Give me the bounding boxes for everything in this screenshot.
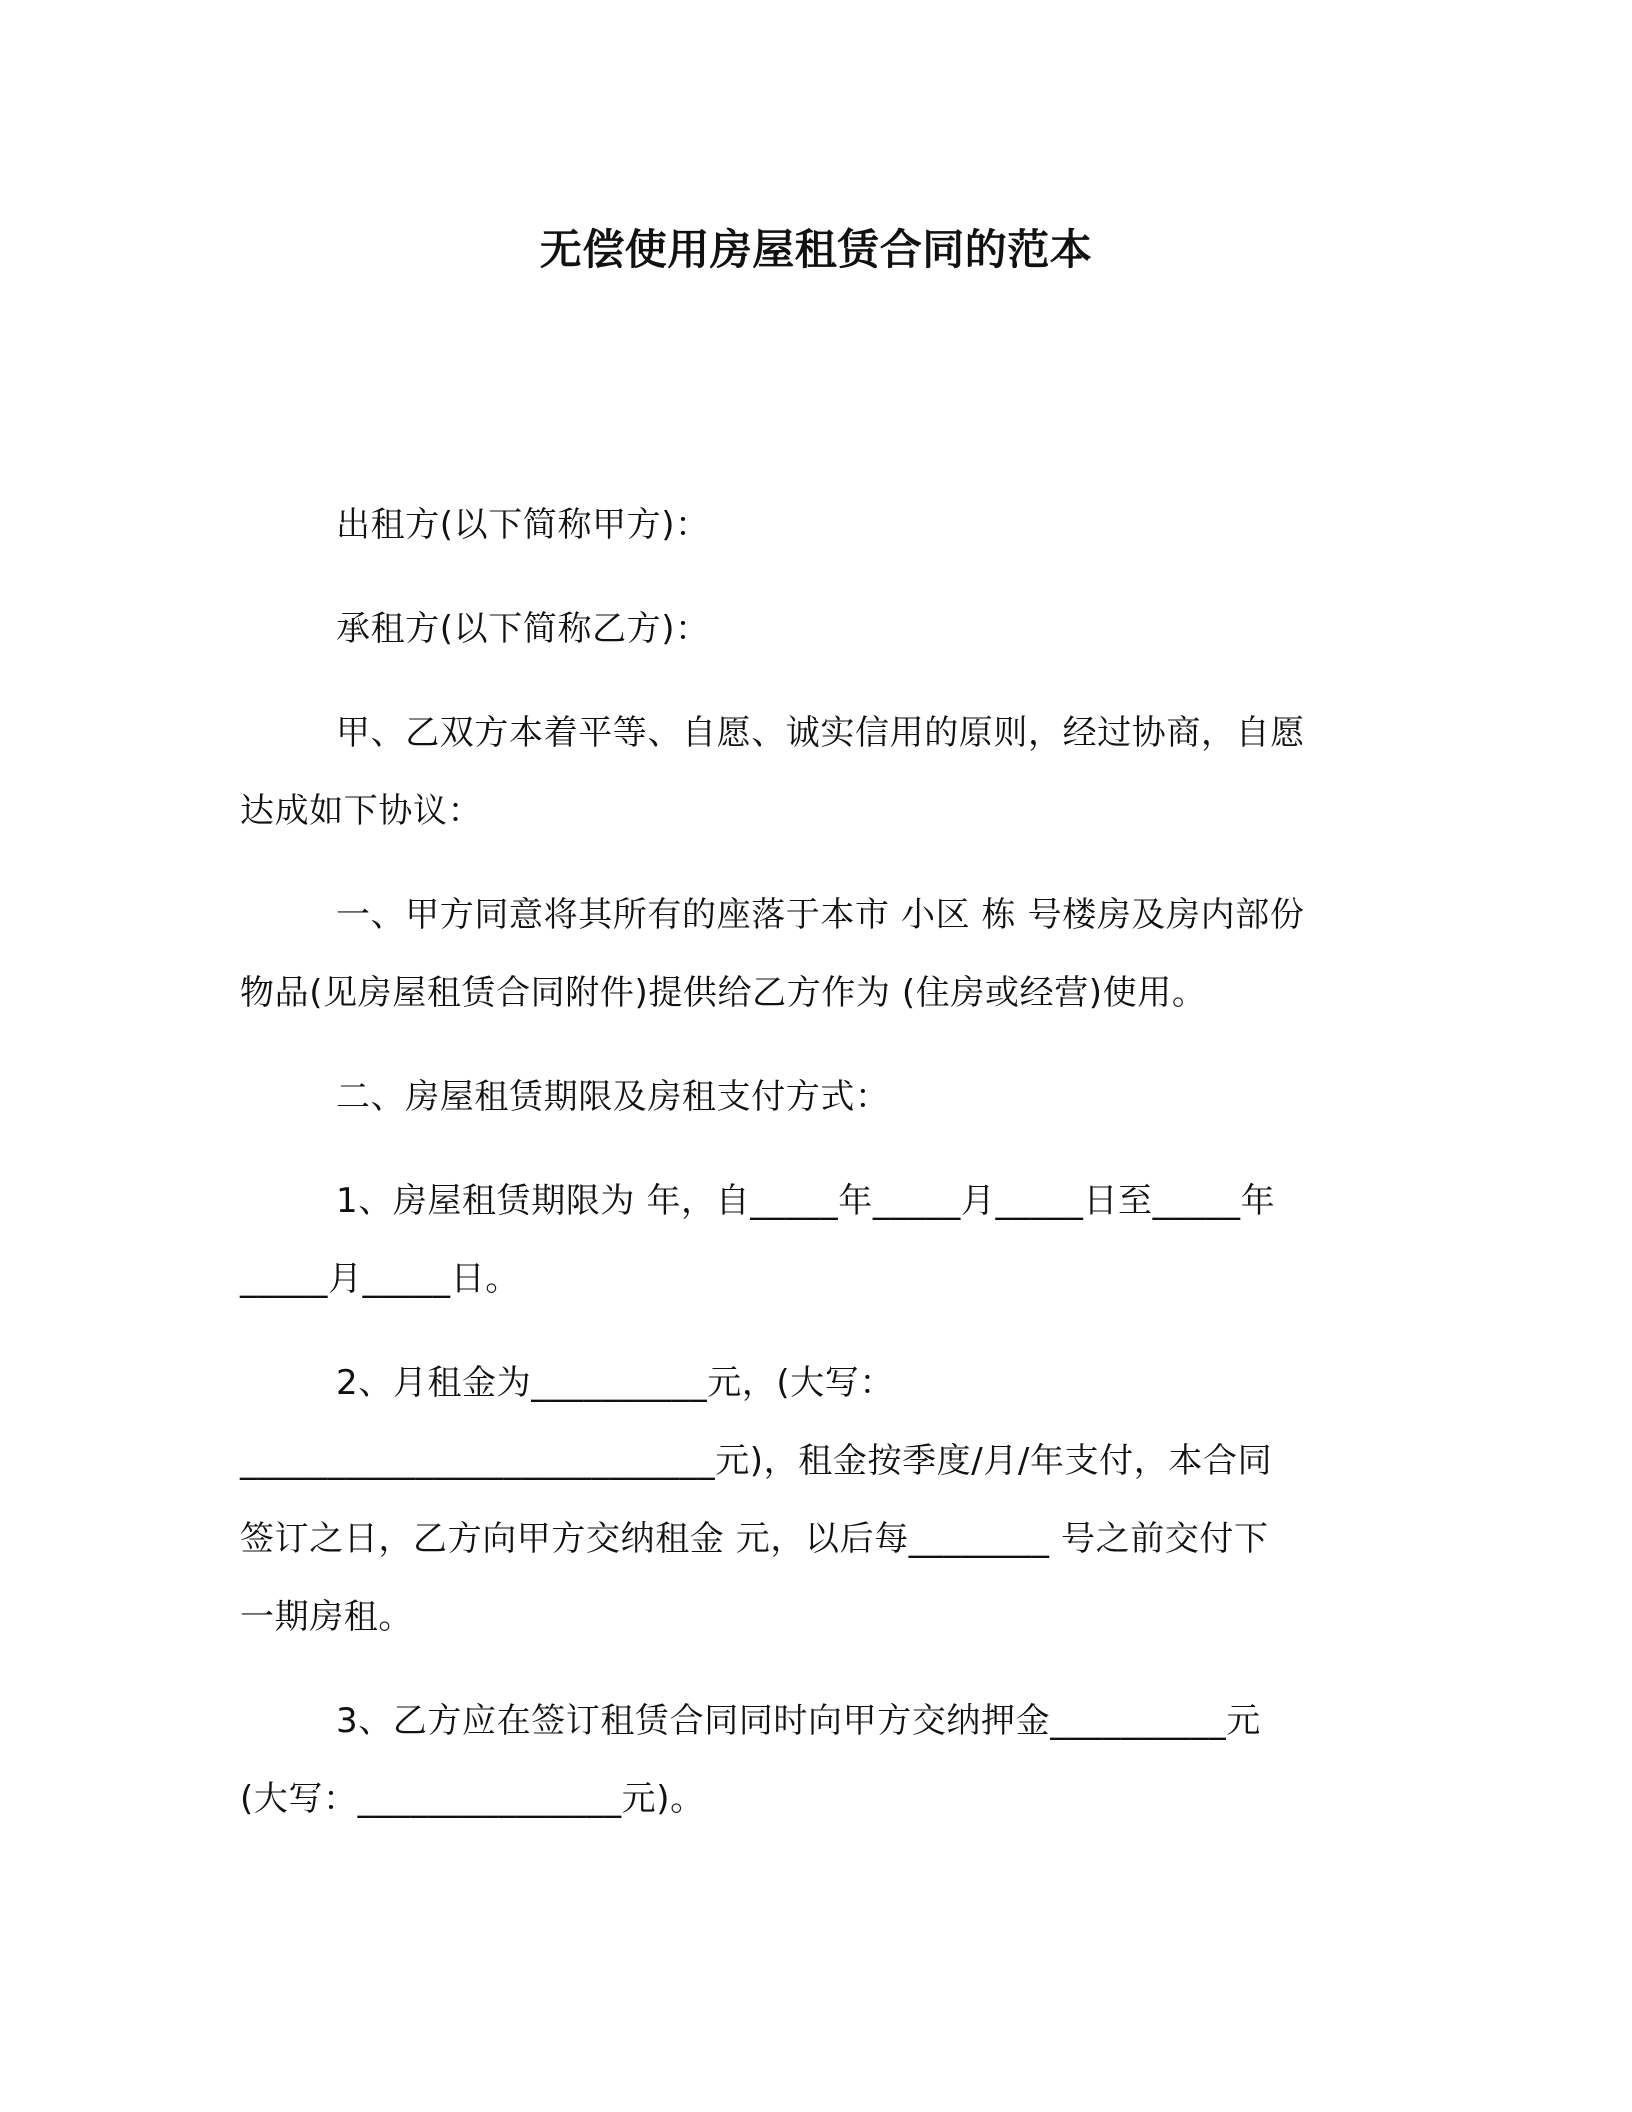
paragraph-line: 一、甲方同意将其所有的座落于本市 小区 栋 号楼房及房内部份 — [336, 895, 1305, 935]
paragraph-line: 2、月租金为__________元，(大写： — [336, 1363, 895, 1403]
paragraph-lessee — [240, 590, 1378, 668]
paragraph-clause-2-2 — [240, 1344, 1378, 1656]
paragraph-clause-2 — [240, 1058, 1378, 1136]
document-title: 无偿使用房屋租赁合同的范本 — [539, 225, 1093, 274]
paragraph-line: 3、乙方应在签订租赁合同同时向甲方交纳押金__________元 — [336, 1701, 1261, 1741]
paragraph-line: (大写：_______________元)。 — [240, 1779, 705, 1819]
paragraph-line: 承租方(以下简称乙方)： — [336, 609, 710, 649]
paragraph-line: 1、房屋租赁期限为 年，自_____年_____月_____日至_____年 — [336, 1181, 1276, 1221]
paragraph-clause-2-1 — [240, 1162, 1378, 1318]
paragraph-line: 一期房租。 — [240, 1597, 413, 1637]
paragraph-preamble — [240, 694, 1378, 850]
paragraph-line: 物品(见房屋租赁合同附件)提供给乙方作为 (住房或经营)使用。 — [240, 973, 1207, 1013]
paragraph-lessor — [240, 486, 1378, 564]
paragraph-line: 二、房屋租赁期限及房租支付方式： — [336, 1077, 890, 1117]
paragraph-line: 达成如下协议： — [240, 791, 483, 831]
paragraph-clause-1 — [240, 876, 1378, 1032]
document-body — [240, 486, 1378, 1864]
paragraph-line: ___________________________元)，租金按季度/月/年支付，本合同 — [240, 1441, 1273, 1481]
paragraph-line: _____月_____日。 — [240, 1259, 520, 1299]
paragraph-line: 签订之日，乙方向甲方交纳租金 元，以后每________ 号之前交付下 — [240, 1519, 1269, 1559]
paragraph-clause-2-3 — [240, 1682, 1378, 1838]
paragraph-line: 甲、乙双方本着平等、自愿、诚实信用的原则，经过协商，自愿 — [336, 713, 1305, 753]
paragraph-line: 出租方(以下简称甲方)： — [336, 505, 710, 545]
